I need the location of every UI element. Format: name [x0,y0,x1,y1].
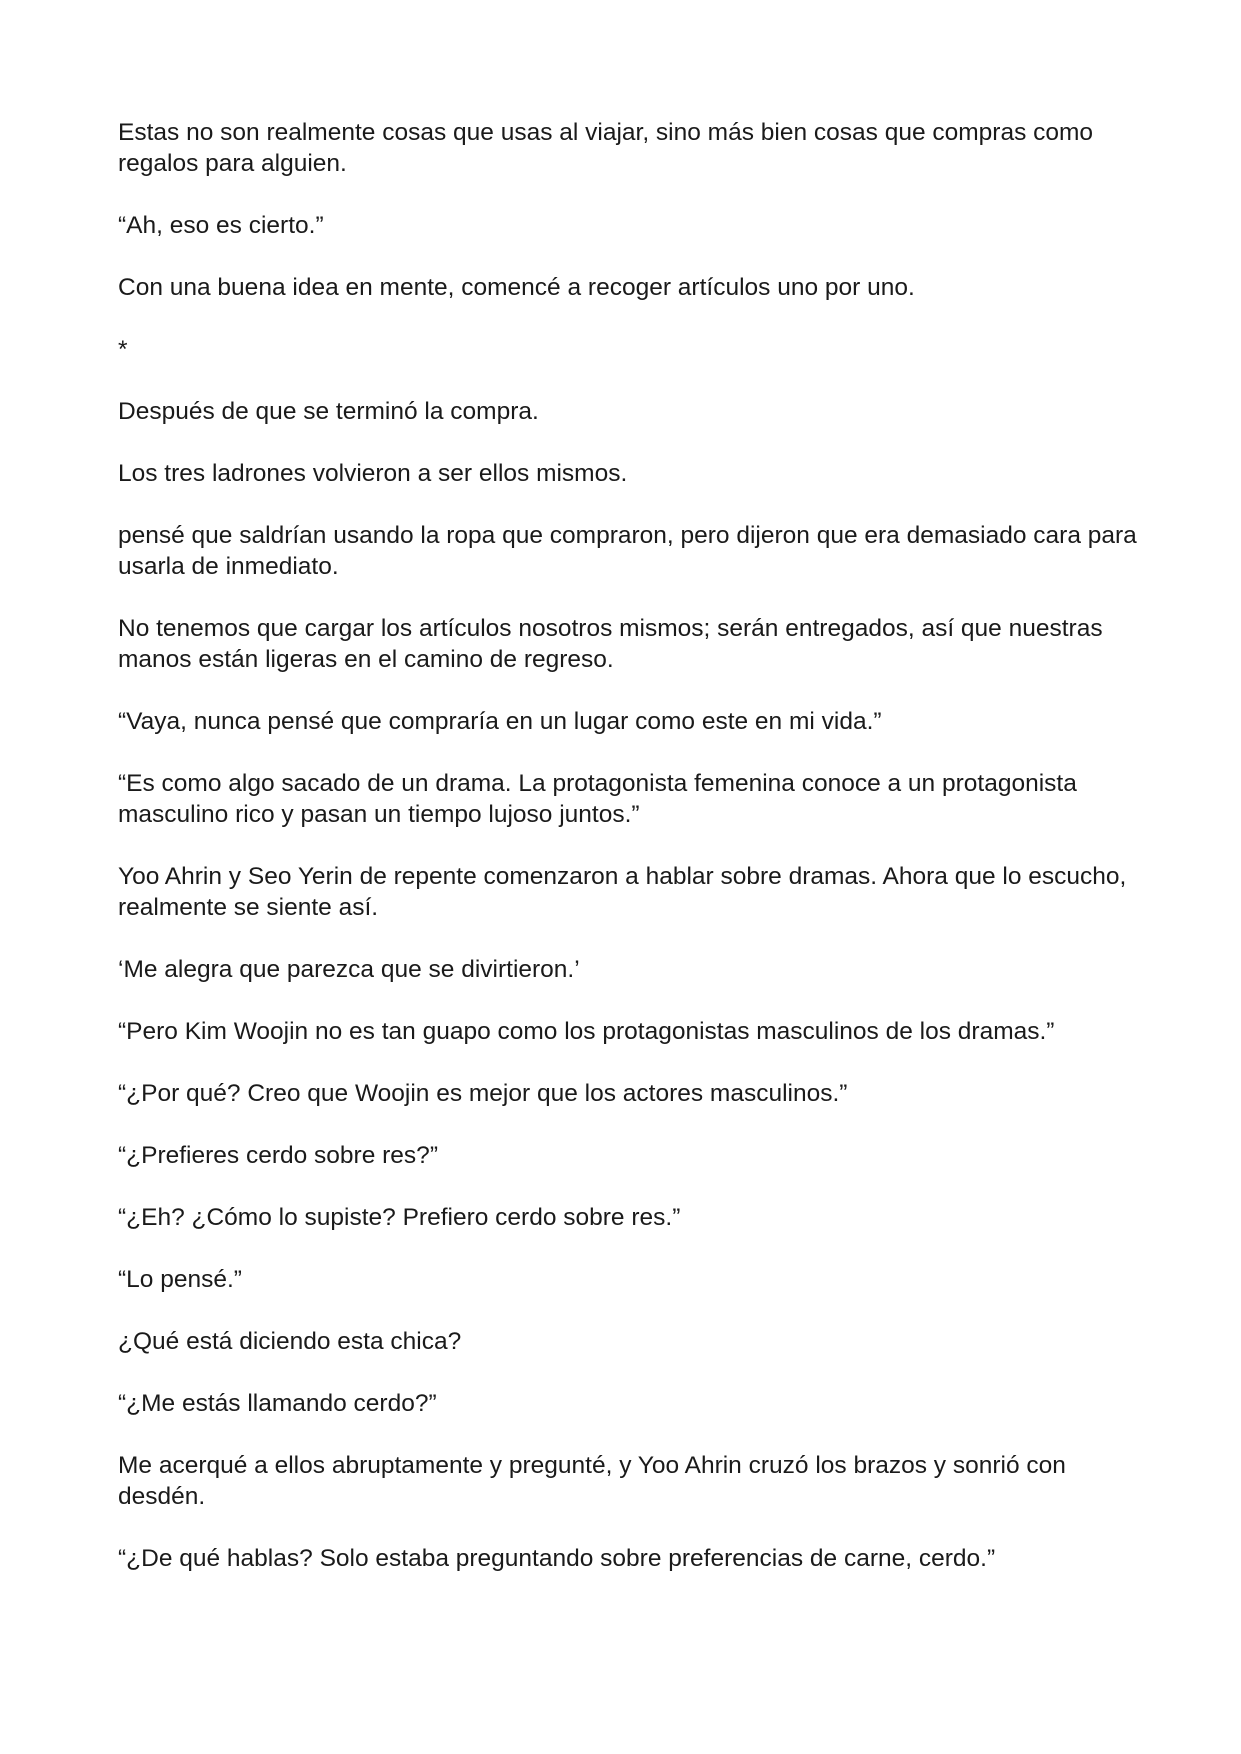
paragraph: Me acerqué a ellos abruptamente y pregunté, y Yoo Ahrin cruzó los brazos y sonrió con desdén. [118,1452,1066,1510]
paragraph: Estas no son realmente cosas que usas al viajar, sino más bien cosas que compras como regalos para alguien. [118,119,1094,177]
document-body [118,117,1138,1605]
paragraph: ‘Me alegra que parezca que se divirtieron.’ [118,956,580,983]
paragraph: “¿De qué hablas? Solo estaba preguntando sobre preferencias de carne, cerdo.” [118,1545,996,1572]
paragraph: Yoo Ahrin y Seo Yerin de repente comenzaron a hablar sobre dramas. Ahora que lo escucho, realmente se siente así. [118,863,1127,921]
paragraph: ¿Qué está diciendo esta chica? [118,1328,462,1355]
paragraph: “¿Me estás llamando cerdo?” [118,1390,437,1417]
paragraph: “¿Eh? ¿Cómo lo supiste? Prefiero cerdo sobre res.” [118,1204,681,1231]
paragraph: No tenemos que cargar los artículos nosotros mismos; serán entregados, así que nuestras manos están ligeras en el camino de regreso. [118,615,1103,673]
paragraph: “Es como algo sacado de un drama. La protagonista femenina conoce a un protagonista masculino rico y pasan un tiempo lujoso juntos.” [118,770,1077,828]
paragraph: “¿Por qué? Creo que Woojin es mejor que los actores masculinos.” [118,1080,848,1107]
paragraph: “Vaya, nunca pensé que compraría en un lugar como este en mi vida.” [118,708,882,735]
paragraph: Los tres ladrones volvieron a ser ellos mismos. [118,460,628,487]
paragraph: Con una buena idea en mente, comencé a recoger artículos uno por uno. [118,274,915,301]
paragraph: pensé que saldrían usando la ropa que compraron, pero dijeron que era demasiado cara para usarla de inmediato. [118,522,1137,580]
scene-separator: * [118,336,128,363]
paragraph: “¿Prefieres cerdo sobre res?” [118,1142,438,1169]
paragraph: “Ah, eso es cierto.” [118,212,324,239]
paragraph: “Pero Kim Woojin no es tan guapo como los protagonistas masculinos de los dramas.” [118,1018,1055,1045]
paragraph: “Lo pensé.” [118,1266,242,1293]
paragraph: Después de que se terminó la compra. [118,398,539,425]
